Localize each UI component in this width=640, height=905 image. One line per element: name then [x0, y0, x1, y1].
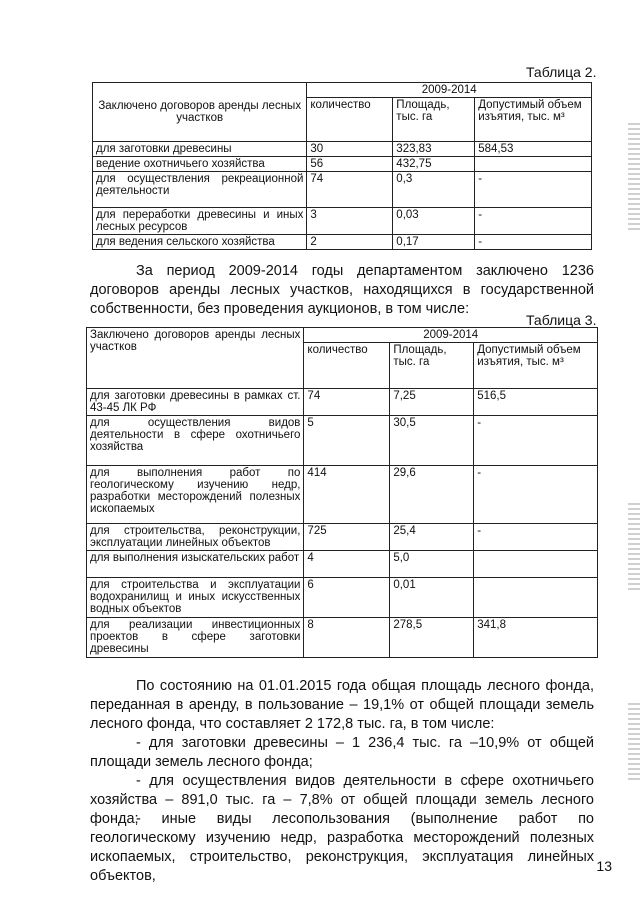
table3-header-contracts: Заключено договоров аренды лесных участков: [87, 328, 304, 389]
table-row: для осуществления видов деятельности в сфере охотничьего хозяйства 5 30,5 -: [87, 416, 598, 466]
scan-artifact: [628, 120, 640, 230]
list-item-harvesting: - для заготовки древесины – 1 236,4 тыс. га –10,9% от общей площади земель лесного фонда;: [90, 735, 594, 770]
list-item-hunting: - для осуществления видов деятельности в сфере охотничьего хозяйства – 891,0 тыс. га – 7,8% от общей площади земель лесного фонда;: [90, 773, 594, 827]
table-row: для реализации инвестиционных проектов в сфере заготовки древесины 8 278,5 341,8: [87, 618, 598, 658]
table2: [92, 82, 592, 250]
table3-header-area: Площадь, тыс. га: [390, 343, 474, 389]
table-row: для выполнения работ по геологическому изучению недр, разработки месторождений полезных ископаемых 414 29,6 -: [87, 466, 598, 524]
table-row: для ведения сельского хозяйства 2 0,17 -: [93, 235, 592, 250]
list-item-other-uses: - иные виды лесопользования (выполнение работ по геологическому изучению недр, разработка месторождений полезных ископаемых, строительство, реконструкция, эксплуатация линейных объектов,: [90, 811, 594, 884]
page-number: 13: [596, 858, 612, 874]
table3: [86, 327, 598, 658]
table-row: ведение охотничьего хозяйства 56 432,75: [93, 157, 592, 172]
table-row: для переработки древесины и иных лесных ресурсов 3 0,03 -: [93, 208, 592, 235]
paragraph-area-summary: По состоянию на 01.01.2015 года общая площадь лесного фонда, переданная в аренду, в пользование – 19,1% от общей площади земель лесного фонда, что составляет 2 172,8 тыс. га, в том числе:: [90, 678, 594, 732]
table2-header-area: Площадь, тыс. га: [393, 98, 475, 142]
table2-header-volume: Допустимый объем изъятия, тыс. м³: [475, 98, 592, 142]
scan-artifact: [628, 700, 640, 780]
table2-header-period: 2009-2014: [307, 83, 592, 98]
table-row: для заготовки древесины в рамках ст. 43-45 ЛК РФ 74 7,25 516,5: [87, 389, 598, 416]
table3-header-qty: количество: [304, 343, 390, 389]
table3-header-period: 2009-2014: [304, 328, 598, 343]
table3-caption: Таблица 3.: [526, 312, 597, 328]
table-row: для строительства, реконструкции, эксплуатации линейных объектов 725 25,4 -: [87, 524, 598, 551]
scan-artifact: [628, 500, 640, 590]
table2-header-qty: количество: [307, 98, 393, 142]
table-row: для выполнения изыскательских работ 4 5,0: [87, 551, 598, 578]
table2-header-contracts: Заключено договоров аренды лесных участков: [93, 83, 307, 142]
paragraph-contracts-summary: За период 2009-2014 годы департаментом заключено 1236 договоров аренды лесных участков, находящихся в государственной собственности, без проведения аукционов, в том числе:: [90, 263, 594, 317]
table3-header-volume: Допустимый объем изъятия, тыс. м³: [474, 343, 598, 389]
table2-caption: Таблица 2.: [526, 64, 597, 80]
table-row: для строительства и эксплуатации водохранилищ и иных искусственных водных объектов 6 0,01: [87, 578, 598, 618]
table-row: для заготовки древесины 30 323,83 584,53: [93, 142, 592, 157]
table-row: для осуществления рекреационной деятельности 74 0,3 -: [93, 172, 592, 208]
